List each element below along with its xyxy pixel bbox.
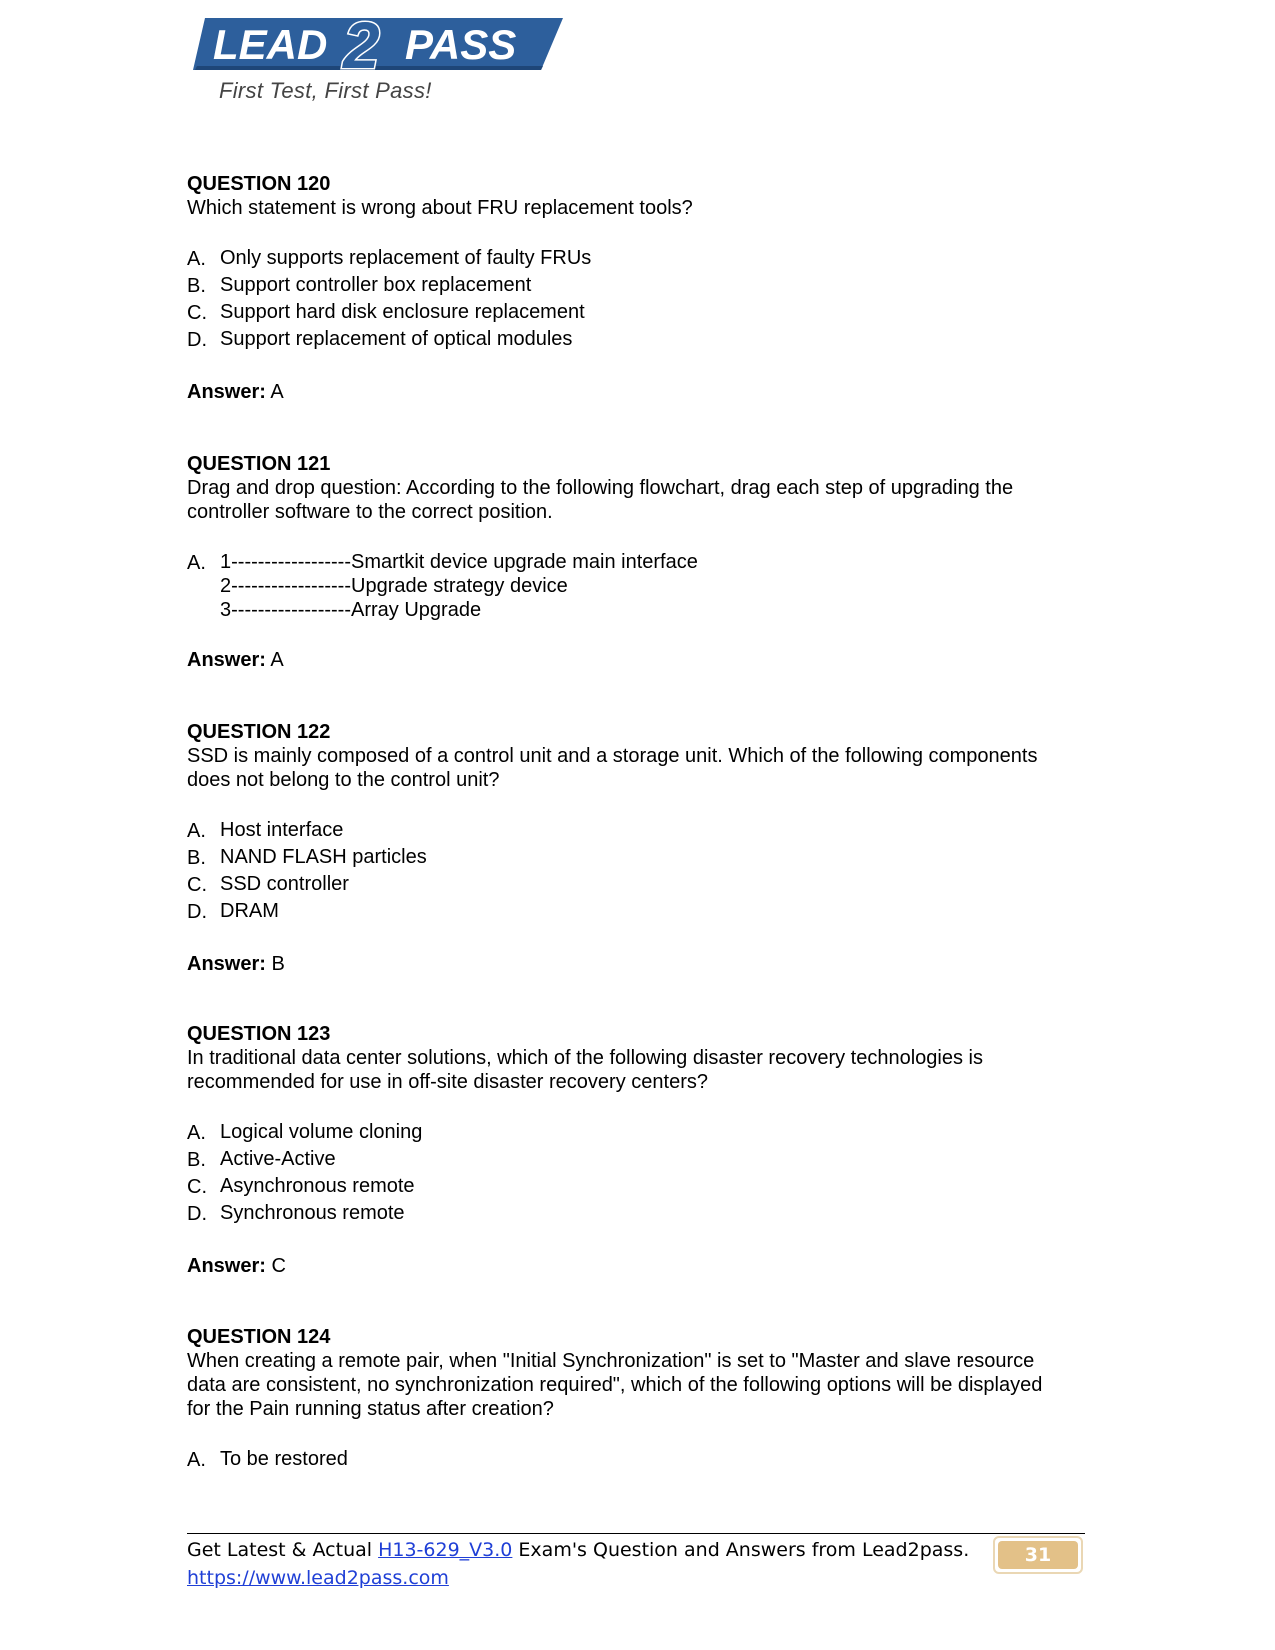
logo-word-lead: LEAD (213, 21, 328, 68)
option-letter: D. (187, 329, 207, 351)
option-text-line: 3------------------Array Upgrade (220, 599, 482, 621)
question-text: When creating a remote pair, when "Initial Synchronization" is set to "Master and slave resource data are consistent, no synchronization required", which of the following options will be displayed for the Pain running status after creation? (187, 1350, 1043, 1420)
option-text: Synchronous remote (220, 1202, 405, 1224)
option-letter: C. (187, 302, 207, 324)
question-title: QUESTION 122 (187, 721, 331, 743)
option-list (187, 1120, 1087, 1228)
site-link[interactable]: https://www.lead2pass.com (187, 1567, 449, 1589)
question-text: SSD is mainly composed of a control unit and a storage unit. Which of the following components does not belong to the control unit? (187, 745, 1038, 791)
option-c (187, 300, 1087, 327)
option-text: Host interface (220, 819, 344, 841)
option-text-line: 1------------------Smartkit device upgrade main interface (220, 551, 698, 573)
option-text: To be restored (220, 1448, 348, 1470)
option-a (187, 1120, 1087, 1147)
option-letter: B. (187, 275, 206, 297)
question-121 (187, 452, 1087, 672)
option-text: Logical volume cloning (220, 1121, 423, 1143)
question-123 (187, 1022, 1087, 1278)
option-letter: C. (187, 874, 207, 896)
logo-tagline: First Test, First Pass! (219, 78, 432, 103)
option-d (187, 1201, 1087, 1228)
answer-value: B (265, 953, 285, 975)
logo-word-pass: PASS (405, 21, 517, 68)
option-letter: A. (187, 1122, 206, 1144)
question-title: QUESTION 121 (187, 453, 331, 475)
answer-label: Answer: (187, 953, 266, 975)
option-letter: D. (187, 901, 207, 923)
question-text: In traditional data center solutions, which of the following disaster recovery technologies is recommended for use in off-site disaster recovery centers? (187, 1047, 983, 1093)
option-text: Asynchronous remote (220, 1175, 415, 1197)
answer (187, 1254, 1087, 1278)
option-c (187, 872, 1087, 899)
option-list (187, 1447, 1087, 1474)
answer (187, 952, 1087, 976)
option-letter: A. (187, 552, 206, 574)
option-letter: A. (187, 1449, 206, 1471)
footer-prefix: Get Latest & Actual (187, 1539, 379, 1561)
option-letter: B. (187, 1149, 206, 1171)
answer (187, 380, 1087, 404)
answer-label: Answer: (187, 1255, 266, 1277)
logo-digit-two: 2 (343, 8, 380, 78)
option-letter: C. (187, 1176, 207, 1198)
option-d (187, 899, 1087, 926)
option-letter: A. (187, 820, 206, 842)
option-letter: B. (187, 847, 206, 869)
option-text-line: 2------------------Upgrade strategy device (220, 575, 568, 597)
option-text: SSD controller (220, 873, 349, 895)
answer-value: A (265, 649, 284, 671)
option-text: NAND FLASH particles (220, 846, 427, 868)
option-text: Support replacement of optical modules (220, 328, 573, 350)
answer-value: C (265, 1255, 286, 1277)
option-list (187, 818, 1087, 926)
question-text: Which statement is wrong about FRU replacement tools? (187, 197, 693, 219)
option-text: Only supports replacement of faulty FRUs (220, 247, 592, 269)
exam-link[interactable]: H13-629_V3.0 (378, 1539, 513, 1561)
question-title: QUESTION 123 (187, 1023, 331, 1045)
option-b (187, 845, 1087, 872)
question-122 (187, 720, 1087, 976)
page-number-badge (993, 1536, 1083, 1574)
answer-label: Answer: (187, 381, 266, 403)
question-title: QUESTION 120 (187, 173, 331, 195)
option-text: Active-Active (220, 1148, 336, 1170)
lead2pass-logo (193, 8, 593, 108)
page-number: 31 (998, 1541, 1078, 1569)
option-a (187, 550, 1087, 622)
question-text: Drag and drop question: According to the following flowchart, drag each step of upgrading the controller software to the correct position. (187, 477, 1014, 523)
option-text: DRAM (220, 900, 279, 922)
option-text: Support controller box replacement (220, 274, 532, 296)
footer-divider (187, 1533, 1085, 1534)
option-b (187, 1147, 1087, 1174)
answer-value: A (265, 381, 284, 403)
answer (187, 648, 1087, 672)
footer-suffix: Exam's Question and Answers from Lead2pass. (512, 1539, 970, 1561)
question-120 (187, 172, 1087, 404)
option-c (187, 1174, 1087, 1201)
logo-banner (193, 8, 593, 78)
question-title: QUESTION 124 (187, 1326, 331, 1348)
question-124 (187, 1325, 1087, 1474)
option-list (187, 246, 1087, 354)
option-text: Support hard disk enclosure replacement (220, 301, 585, 323)
option-b (187, 273, 1087, 300)
option-a (187, 246, 1087, 273)
option-letter: D. (187, 1203, 207, 1225)
option-letter: A. (187, 248, 206, 270)
answer-label: Answer: (187, 649, 266, 671)
footer-text (187, 1536, 969, 1592)
option-d (187, 327, 1087, 354)
option-a (187, 1447, 1087, 1474)
option-list (187, 550, 1087, 622)
option-a (187, 818, 1087, 845)
